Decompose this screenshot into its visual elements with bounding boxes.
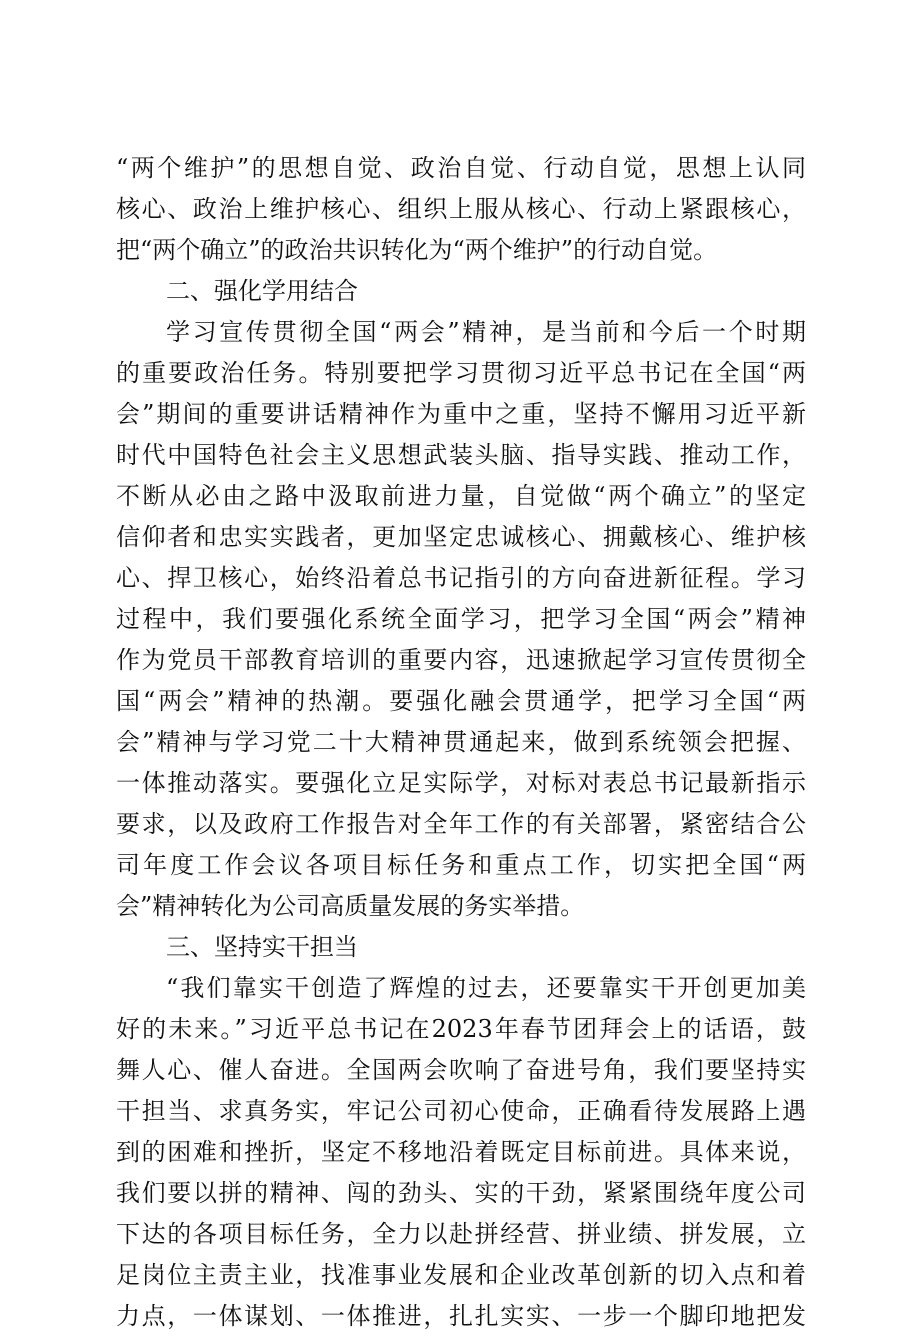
- text-line: 国“两会”精神的热潮。要强化融会贯通学，把学习全国“两: [116, 687, 806, 715]
- paragraph: [116, 148, 806, 271]
- text-line: 过程中，我们要强化系统全面学习，把学习全国“两会”精神: [116, 605, 806, 633]
- text-line: 足岗位主责主业，找准事业发展和企业改革创新的切入点和着: [116, 1261, 806, 1289]
- text-line: 要求，以及政府工作报告对全年工作的有关部署，紧密结合公: [116, 810, 806, 838]
- text-line: 下达的各项目标任务，全力以赴拼经营、拼业绩、拼发展，立: [116, 1220, 806, 1248]
- text-line: 不断从必由之路中汲取前进力量，自觉做“两个确立”的坚定: [116, 482, 806, 510]
- paragraph: [116, 968, 806, 1337]
- text-line: 舞人心、催人奋进。全国两会吹响了奋进号角，我们要坚持实: [116, 1056, 806, 1084]
- text-line: 的重要政治任务。特别要把学习贯彻习近平总书记在全国“两: [116, 359, 806, 387]
- text-line: “两个维护”的思想自觉、政治自觉、行动自觉，思想上认同: [116, 154, 806, 182]
- text-line: 一体推动落实。要强化立足实际学，对标对表总书记最新指示: [116, 769, 806, 797]
- text-line: 核心、政治上维护核心、组织上服从核心、行动上紧跟核心，: [116, 195, 806, 223]
- text-line: 会”精神与学习党二十大精神贯通起来，做到系统领会把握、: [116, 728, 806, 756]
- text-line: 干担当、求真务实，牢记公司初心使命，正确看待发展路上遇: [116, 1097, 806, 1125]
- text-line: 会”精神转化为公司高质量发展的务实举措。: [116, 892, 585, 920]
- text-line: 好的未来。”习近平总书记在2023年春节团拜会上的话语，鼓: [116, 1015, 806, 1043]
- document-body: [116, 148, 806, 1337]
- text-line: 到的困难和挫折，坚定不移地沿着既定目标前进。具体来说，: [116, 1138, 806, 1166]
- text-line: 时代中国特色社会主义思想武装头脑、指导实践、推动工作，: [116, 441, 806, 469]
- paragraph: [116, 312, 806, 927]
- text-line: 作为党员干部教育培训的重要内容，迅速掀起学习宣传贯彻全: [116, 646, 806, 674]
- text-line: “我们靠实干创造了辉煌的过去，还要靠实干开创更加美: [166, 974, 806, 1002]
- section-heading: 二、强化学用结合: [166, 277, 358, 305]
- text-line: 力点，一体谋划、一体推进，扎扎实实、一步一个脚印地把发: [116, 1302, 806, 1330]
- text-line: 把“两个确立”的政治共识转化为“两个维护”的行动自觉。: [116, 236, 718, 264]
- text-line: 信仰者和忠实实践者，更加坚定忠诚核心、拥戴核心、维护核: [116, 523, 806, 551]
- text-line: 学习宣传贯彻全国“两会”精神，是当前和今后一个时期: [166, 318, 806, 346]
- text-line: 心、捍卫核心，始终沿着总书记指引的方向奋进新征程。学习: [116, 564, 806, 592]
- text-line: 我们要以拼的精神、闯的劲头、实的干劲，紧紧围绕年度公司: [116, 1179, 806, 1207]
- text-line: 司年度工作会议各项目标任务和重点工作，切实把全国“两: [116, 851, 806, 879]
- text-line: 会”期间的重要讲话精神作为重中之重，坚持不懈用习近平新: [116, 400, 806, 428]
- section-heading: 三、坚持实干担当: [166, 933, 358, 961]
